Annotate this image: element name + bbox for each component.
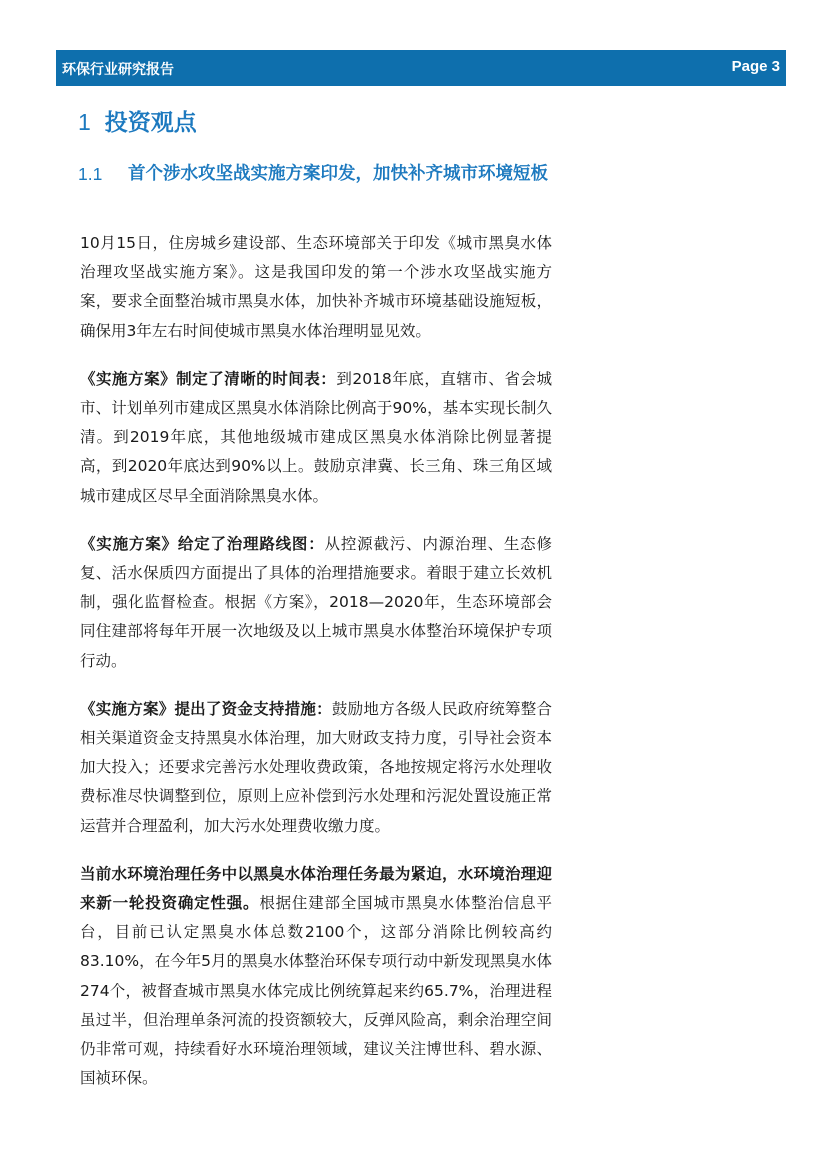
- report-header-bar: [56, 50, 786, 86]
- body-content: [80, 229, 552, 1112]
- section-number: 1: [78, 109, 91, 135]
- paragraph-conclusion: [80, 860, 552, 1094]
- paragraph-text: 鼓励地方各级人民政府统筹整合相关渠道资金支持黑臭水体治理，加大财政支持力度，引导社会资本加大投入；还要求完善污水处理收费政策，各地按规定将污水处理收费标准尽快调整到位，原则上应补偿到污水处理和污泥处置设施正常运营并合理盈利，加大污水处理费收缴力度。: [80, 699, 552, 835]
- paragraph-lead: 《实施方案》提出了资金支持措施：: [80, 699, 332, 718]
- paragraph-text: 根据住建部全国城市黑臭水体整治信息平台，目前已认定黑臭水体总数2100个，这部分消除比例较高约83.10%，在今年5月的黑臭水体整治环保专项行动中新发现黑臭水体274个，被督查城市黑臭水体完成比例统算起来约65.7%，治理进程虽过半，但治理单条河流的投资额较大，反弹风险高，剩余治理空间仍非常可观，持续看好水环境治理领域，建议关注博世科、碧水源、国祯环保。: [80, 894, 552, 1088]
- subsection-number: 1.1: [78, 164, 103, 184]
- paragraph-funding: [80, 695, 552, 841]
- subsection-heading: [78, 160, 578, 189]
- paragraph-lead: 《实施方案》制定了清晰的时间表：: [80, 369, 337, 388]
- paragraph-text: 10月15日，住房城乡建设部、生态环境部关于印发《城市黑臭水体治理攻坚战实施方案》。这是我国印发的第一个涉水攻坚战实施方案，要求全面整治城市黑臭水体，加快补齐城市环境基础设施短板，确保用3年左右时间使城市黑臭水体治理明显见效。: [80, 234, 552, 340]
- report-title: 环保行业研究报告: [62, 62, 174, 78]
- paragraph-lead: 当前水环境治理任务中以黑臭水体治理任务最为紧迫，水环境治理迎来新一轮投资确定性强。: [80, 864, 552, 913]
- paragraph-text: 从控源截污、内源治理、生态修复、活水保质四方面提出了具体的治理措施要求。着眼于建立长效机制，强化监督检查。根据《方案》，2018—2020年，生态环境部会同住建部将每年开展一次地级及以上城市黑臭水体整治环境保护专项行动。: [80, 534, 552, 670]
- subsection-title: 首个涉水攻坚战实施方案印发，加快补齐城市环境短板: [128, 164, 548, 184]
- section-title: 投资观点: [104, 110, 197, 136]
- paragraph-timeline: [80, 365, 552, 511]
- paragraph-lead: 《实施方案》给定了治理路线图：: [80, 534, 325, 553]
- section-heading: [78, 104, 197, 137]
- paragraph-roadmap: [80, 530, 552, 676]
- page-number: Page 3: [731, 58, 780, 75]
- paragraph-intro: [80, 229, 552, 346]
- paragraph-text: 到2018年底，直辖市、省会城市、计划单列市建成区黑臭水体消除比例高于90%，基本实现长制久清。到2019年底，其他地级城市建成区黑臭水体消除比例显著提高，到2020年底达到90%以上。鼓励京津冀、长三角、珠三角区域城市建成区尽早全面消除黑臭水体。: [80, 369, 552, 505]
